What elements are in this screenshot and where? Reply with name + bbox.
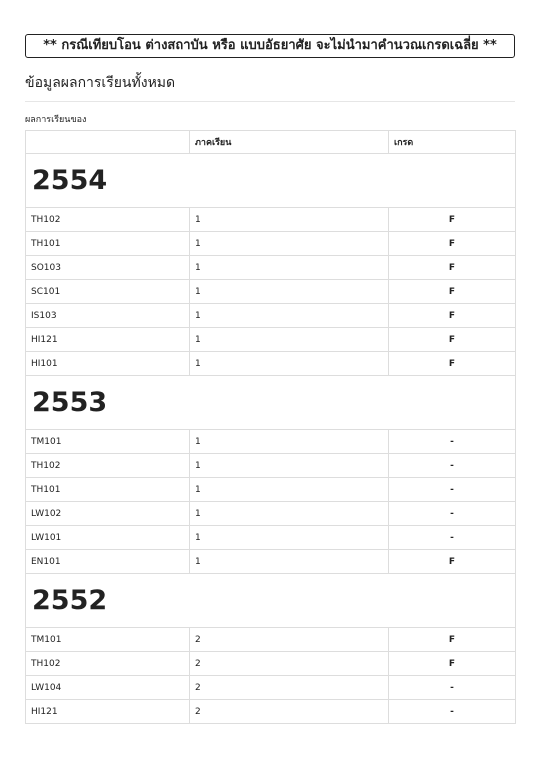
term: 1 (190, 232, 389, 256)
term: 1 (190, 352, 389, 376)
table-row (26, 526, 516, 550)
course-code: LW101 (26, 526, 190, 550)
grade: F (389, 652, 516, 676)
course-code: TM101 (26, 628, 190, 652)
term: 2 (190, 628, 389, 652)
table-row (26, 208, 516, 232)
year-label: 2553 (26, 376, 516, 430)
course-code: HI101 (26, 352, 190, 376)
term: 2 (190, 652, 389, 676)
course-code: TM101 (26, 430, 190, 454)
table-row (26, 352, 516, 376)
course-code: TH101 (26, 232, 190, 256)
grade: F (389, 208, 516, 232)
table-row (26, 304, 516, 328)
grade: F (389, 352, 516, 376)
grade: - (389, 526, 516, 550)
header-course (26, 131, 190, 154)
year-row (26, 154, 516, 208)
header-term: ภาคเรียน (190, 131, 389, 154)
year-row (26, 376, 516, 430)
table-header-row (26, 131, 516, 154)
course-code: SC101 (26, 280, 190, 304)
table-row (26, 478, 516, 502)
table-row (26, 502, 516, 526)
course-code: LW104 (26, 676, 190, 700)
table-row (26, 700, 516, 724)
grade: F (389, 232, 516, 256)
notice-banner: ** กรณีเทียบโอน ต่างสถาบัน หรือ แบบอัธยาศัย จะไม่นำมาคำนวณเกรดเฉลี่ย ** (25, 34, 515, 58)
term: 1 (190, 280, 389, 304)
divider (25, 101, 515, 102)
term: 1 (190, 208, 389, 232)
term: 1 (190, 502, 389, 526)
year-label: 2554 (26, 154, 516, 208)
table-row (26, 454, 516, 478)
table-row (26, 256, 516, 280)
grade: - (389, 478, 516, 502)
table-row (26, 550, 516, 574)
course-code: TH102 (26, 208, 190, 232)
grade: F (389, 256, 516, 280)
results-table (25, 130, 516, 724)
term: 1 (190, 256, 389, 280)
year-row (26, 574, 516, 628)
course-code: SO103 (26, 256, 190, 280)
grade: F (389, 304, 516, 328)
grade: - (389, 502, 516, 526)
year-label: 2552 (26, 574, 516, 628)
header-grade: เกรด (389, 131, 516, 154)
term: 1 (190, 526, 389, 550)
term: 2 (190, 676, 389, 700)
section-title: ข้อมูลผลการเรียนทั้งหมด (25, 75, 176, 91)
course-code: EN101 (26, 550, 190, 574)
term: 1 (190, 304, 389, 328)
term: 1 (190, 454, 389, 478)
grade: - (389, 700, 516, 724)
grade: F (389, 628, 516, 652)
term: 2 (190, 700, 389, 724)
grade: - (389, 676, 516, 700)
term: 1 (190, 328, 389, 352)
results-label: ผลการเรียนของ (25, 115, 87, 125)
course-code: TH102 (26, 652, 190, 676)
course-code: TH102 (26, 454, 190, 478)
term: 1 (190, 478, 389, 502)
grade: - (389, 430, 516, 454)
table-row (26, 280, 516, 304)
grade: F (389, 280, 516, 304)
grade: F (389, 328, 516, 352)
term: 1 (190, 550, 389, 574)
course-code: LW102 (26, 502, 190, 526)
table-row (26, 430, 516, 454)
grade: F (389, 550, 516, 574)
course-code: HI121 (26, 328, 190, 352)
course-code: IS103 (26, 304, 190, 328)
table-row (26, 676, 516, 700)
course-code: TH101 (26, 478, 190, 502)
table-row (26, 328, 516, 352)
grade: - (389, 454, 516, 478)
term: 1 (190, 430, 389, 454)
table-row (26, 232, 516, 256)
table-row (26, 652, 516, 676)
course-code: HI121 (26, 700, 190, 724)
table-row (26, 628, 516, 652)
